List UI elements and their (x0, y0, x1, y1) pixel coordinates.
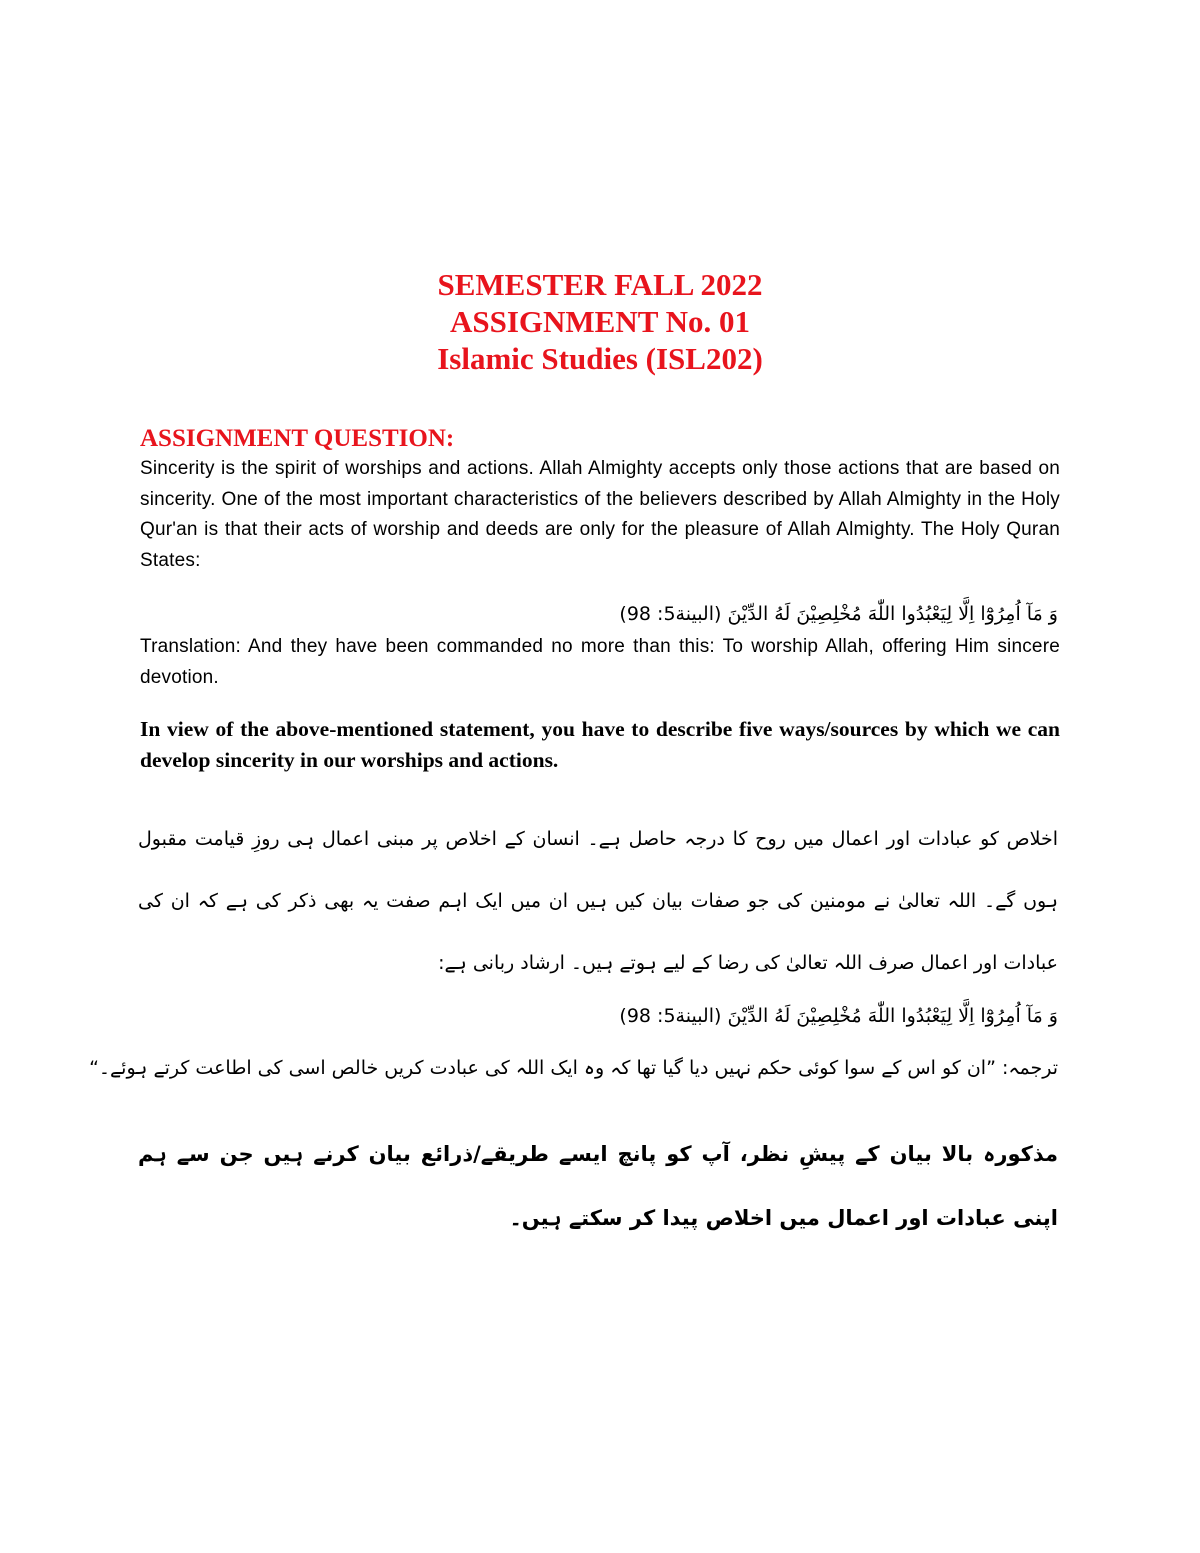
document-header (0, 266, 1200, 377)
urdu-paragraph: اخلاص کو عبادات اور اعمال میں روح کا درجہ حاصل ہے۔ انسان کے اخلاص پر مبنی اعمال ہی روزِ قیامت مقبول ہوں گے۔ اللہ تعالیٰ نے مومنین کی جو صفات بیان کیں ہیں ان میں ایک اہم صفت یہ بھی ذکر کی ہے کہ ان کی عبادات اور اعمال صرف اللہ تعالیٰ کی رضا کے لیے ہوتے ہیں۔ ارشاد ربانی ہے: (138, 828, 1058, 974)
question-heading: ASSIGNMENT QUESTION: (140, 425, 455, 452)
semester-title: SEMESTER FALL 2022 (437, 267, 763, 302)
question-paragraph: Sincerity is the spirit of worships and actions. Allah Almighty accepts only those actions that are based on sincerity. One of the most important characteristics of the believers described by Allah Almighty in the Holy Qur'an is that their acts of worship and deeds are only for the pleasure of Allah Almighty. The Holy Quran States: (140, 458, 1060, 571)
verse-translation: Translation: And they have been commanded no more than this: To worship Allah, offering Him sincere devotion. (140, 636, 1060, 688)
quran-verse: وَ مَآ اُمِرُوْٓا اِلَّا لِيَعْبُدُوا اللّٰهَ مُخْلِصِيْنَ لَهُ الدِّيْنَ (البينة5: 98) (619, 603, 1058, 625)
course-title: Islamic Studies (ISL202) (437, 341, 763, 376)
question-instruction: In view of the above-mentioned statement, you have to describe five ways/sources by which we can develop sincerity in our worships and actions. (140, 717, 1060, 772)
assignment-number: ASSIGNMENT No. 01 (449, 304, 750, 339)
urdu-section-verse: وَ مَآ اُمِرُوْٓا اِلَّا لِيَعْبُدُوا اللّٰهَ مُخْلِصِيْنَ لَهُ الدِّيْنَ (البينة5: 98) (619, 1005, 1058, 1027)
urdu-instruction: مذکورہ بالا بیان کے پیشِ نظر، آپ کو پانچ ایسے طریقے/ذرائع بیان کرنے ہیں جن سے ہم اپنی عبادات اور اعمال میں اخلاص پیدا کر سکتے ہیں۔ (138, 1142, 1058, 1230)
urdu-translation: ترجمہ: ”ان کو اس کے سوا کوئی حکم نہیں دیا گیا تھا کہ وہ ایک اللہ کی عبادت کریں خالص اسی کی اطاعت کرتے ہوئے۔“ (89, 1057, 1058, 1079)
